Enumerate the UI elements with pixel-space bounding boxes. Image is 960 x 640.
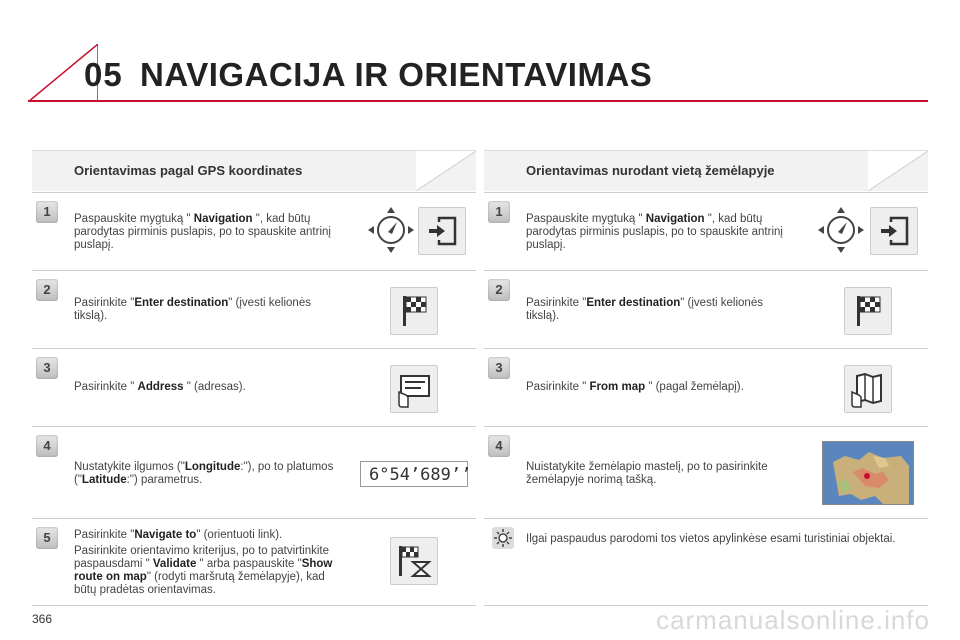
left-step-3 bbox=[32, 348, 476, 427]
header-diagonal-icon bbox=[416, 151, 476, 191]
step-text: Pasirinkite "Enter destination" (įvesti kelionės tikslą). bbox=[74, 297, 311, 322]
page-title: NAVIGACIJA IR ORIENTAVIMAS bbox=[140, 56, 653, 93]
coordinate-display: 6°54’689’’ bbox=[360, 461, 468, 487]
left-panel-header bbox=[32, 150, 476, 191]
header-diagonal-icon bbox=[868, 151, 928, 191]
tip-text: Ilgai paspaudus parodomi tos vietos apylinkėse esami turistiniai objektai. bbox=[526, 533, 896, 545]
map-touch-icon bbox=[845, 366, 891, 412]
right-step-2 bbox=[484, 270, 928, 349]
step-text: Paspauskite mygtuką " Navigation ", kad būtų parodytas pirminis puslapis, po to spauskite antrinį puslapį. bbox=[526, 213, 783, 251]
step-text: Nustatykite ilgumos ("Longitude:"), po to platumos ("Latitude:") parametrus. bbox=[74, 461, 334, 486]
left-step-5 bbox=[32, 518, 476, 606]
enter-destination-button[interactable] bbox=[844, 287, 892, 335]
tip-sun-icon bbox=[492, 527, 514, 549]
enter-page-icon bbox=[871, 208, 917, 254]
right-panel-title: Orientavimas nurodant vietą žemėlapyje bbox=[526, 163, 775, 178]
step-number-badge: 5 bbox=[36, 527, 58, 549]
left-panel bbox=[32, 150, 476, 605]
address-keypad-icon bbox=[391, 366, 437, 412]
navigation-compass-icon bbox=[366, 205, 416, 255]
watermark: carmanualsonline.info bbox=[656, 605, 930, 635]
from-map-button[interactable] bbox=[844, 365, 892, 413]
chapter-number: 05 bbox=[84, 56, 123, 93]
right-step-4 bbox=[484, 426, 928, 519]
route-flag-icon bbox=[391, 538, 437, 584]
step-number-badge: 1 bbox=[488, 201, 510, 223]
step-text: Paspauskite mygtuką " Navigation ", kad būtų parodytas pirminis puslapis, po to spauskite antrinį puslapį. bbox=[74, 213, 331, 251]
enter-page-icon bbox=[419, 208, 465, 254]
map-image-icon bbox=[823, 442, 913, 504]
step-text: Nuistatykite žemėlapio mastelį, po to pasirinkite žemėlapyje norimą tašką. bbox=[526, 461, 768, 486]
step-text: Pasirinkite "Enter destination" (įvesti kelionės tikslą). bbox=[526, 297, 763, 322]
step-number-badge: 1 bbox=[36, 201, 58, 223]
enter-destination-button[interactable] bbox=[390, 287, 438, 335]
page-number: 366 bbox=[32, 612, 53, 626]
right-step-1 bbox=[484, 192, 928, 271]
right-step-3 bbox=[484, 348, 928, 427]
left-step-1 bbox=[32, 192, 476, 271]
right-panel-header bbox=[484, 150, 928, 191]
navigation-compass-icon bbox=[816, 205, 866, 255]
step-text: Pasirinkite "Navigate to" (orientuoti link). bbox=[74, 529, 283, 541]
right-tip bbox=[484, 518, 928, 606]
secondary-page-button[interactable] bbox=[870, 207, 918, 255]
header-rule bbox=[28, 100, 928, 102]
right-panel bbox=[484, 150, 928, 605]
step-number-badge: 3 bbox=[36, 357, 58, 379]
checkered-flag-icon bbox=[845, 288, 891, 334]
step-number-badge: 4 bbox=[36, 435, 58, 457]
left-step-2 bbox=[32, 270, 476, 349]
left-panel-title: Orientavimas pagal GPS koordinates bbox=[74, 163, 303, 178]
secondary-page-button[interactable] bbox=[418, 207, 466, 255]
step-text: Pasirinkite " Address " (adresas). bbox=[74, 381, 246, 393]
step-number-badge: 2 bbox=[36, 279, 58, 301]
step-number-badge: 3 bbox=[488, 357, 510, 379]
checkered-flag-icon bbox=[391, 288, 437, 334]
step-number-badge: 2 bbox=[488, 279, 510, 301]
address-button[interactable] bbox=[390, 365, 438, 413]
step-number-badge: 4 bbox=[488, 435, 510, 457]
navigate-to-button[interactable] bbox=[390, 537, 438, 585]
europe-map-thumbnail bbox=[822, 441, 914, 505]
left-step-4 bbox=[32, 426, 476, 519]
step-text-2: Pasirinkite orientavimo kriterijus, po to patvirtinkite paspausdami " Validate " arba paspauskite "Show route on map" (rodyti maršrutą žemėlapyje), kad būtų pradėtas orientavimas. bbox=[74, 545, 333, 596]
step-text: Pasirinkite " From map " (pagal žemėlapį). bbox=[526, 381, 744, 393]
